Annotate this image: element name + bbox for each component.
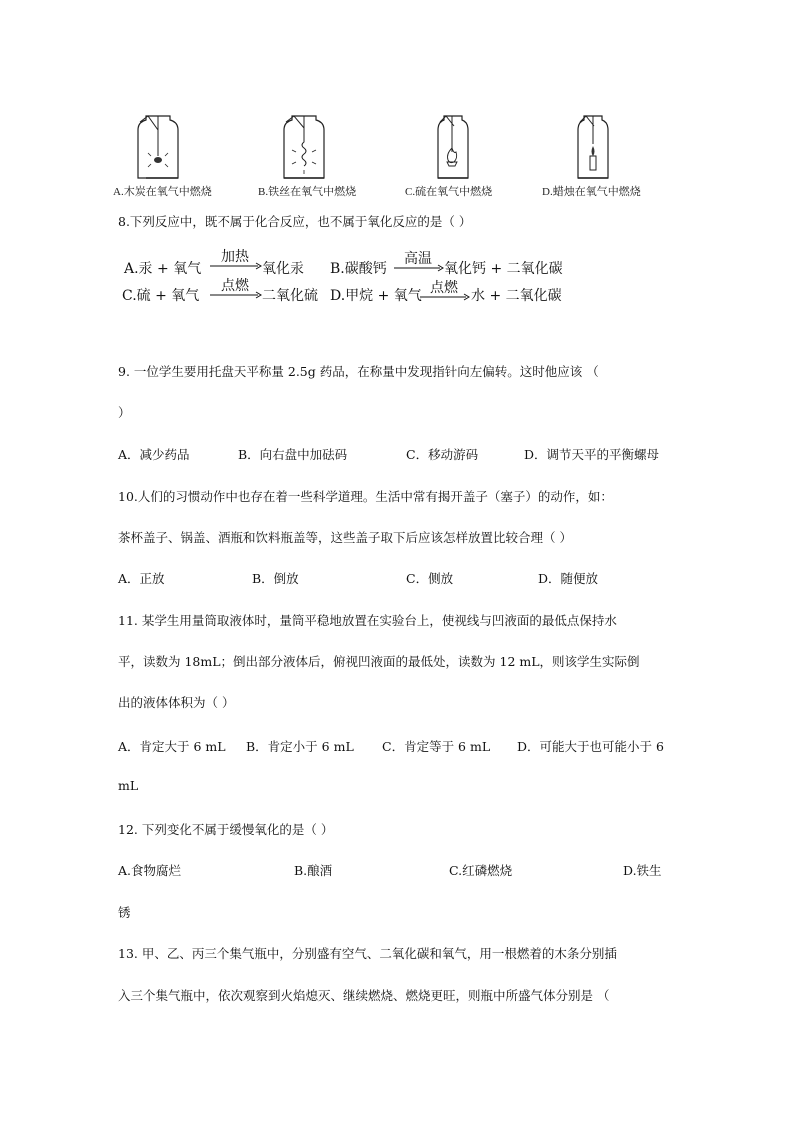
q13-line2: 入三个集气瓶中，依次观察到火焰熄灭、继续燃烧、燃烧更旺，则瓶中所盛气体分别是 （ — [118, 988, 610, 1003]
reaction-arrow-icon — [420, 293, 470, 301]
q11-option-c: C．肯定等于 6 mL — [382, 739, 491, 754]
figure-c — [412, 112, 522, 188]
q8-option-a-right: 氧化汞 — [262, 261, 304, 277]
q12-option-d-wrap: 锈 — [118, 905, 131, 920]
q11-line3: 出的液体体积为（ ） — [118, 695, 235, 710]
figure-a — [118, 112, 228, 188]
q12-option-b: B.酿酒 — [294, 863, 333, 878]
q9-option-c: C．移动游码 — [406, 447, 479, 462]
q8-option-b-condition: 高温 — [404, 251, 432, 267]
reaction-arrow-icon — [394, 264, 444, 272]
q10-option-c: C．侧放 — [406, 571, 454, 586]
q9-option-a: A．减少药品 — [118, 447, 190, 462]
q8-option-d-condition: 点燃 — [430, 280, 458, 296]
figure-d — [552, 112, 662, 188]
figure-b — [262, 112, 372, 188]
q11-line1: 11. 某学生用量筒取液体时，量筒平稳地放置在实验台上，使视线与凹液面的最低点保持水 — [118, 613, 617, 628]
q8-stem: 8.下列反应中，既不属于化合反应，也不属于氧化反应的是（ ） — [118, 214, 472, 229]
q8-option-a-left: A.汞 + 氧气 — [124, 261, 202, 277]
q11-option-a: A．肯定大于 6 mL — [118, 739, 226, 754]
q11-line2: 平，读数为 18mL；倒出部分液体后，俯视凹液面的最低处，读数为 12 mL，则该学生实际倒 — [118, 654, 640, 669]
q12-option-d: D.铁生 — [623, 863, 662, 878]
q9-option-d: D．调节天平的平衡螺母 — [524, 447, 660, 462]
iron-wire-burning-jar-icon — [262, 112, 372, 184]
q10-option-a: A．正放 — [118, 571, 165, 586]
q8-option-a-condition: 加热 — [221, 249, 249, 265]
figure-b-caption: B.铁丝在氧气中燃烧 — [258, 186, 357, 198]
q8-option-c-right: 二氧化硫 — [262, 288, 318, 304]
q9-stem-line1: 9. 一位学生要用托盘天平称量 2.5g 药品，在称量中发现指针向左偏转。这时他应该 （ — [118, 364, 599, 379]
q8-option-b-left: B.碳酸钙 — [330, 261, 387, 277]
q9-stem-line2: ） — [118, 405, 131, 420]
q12-option-a: A.食物腐烂 — [118, 863, 182, 878]
q8-option-c-condition: 点燃 — [221, 278, 249, 294]
q13-line1: 13. 甲、乙、丙三个集气瓶中，分别盛有空气、二氧化碳和氧气，用一根燃着的木条分别插 — [118, 946, 617, 961]
candle-burning-jar-icon — [552, 112, 662, 184]
figure-a-caption: A.木炭在氧气中燃烧 — [113, 186, 212, 198]
sulfur-burning-jar-icon — [412, 112, 522, 184]
q10-option-d: D．随便放 — [538, 571, 599, 586]
q10-line1: 10.人们的习惯动作中也存在着一些科学道理。生活中常有揭开盖子（塞子）的动作，如： — [118, 489, 613, 504]
q8-option-c-left: C.硫 + 氧气 — [122, 288, 200, 304]
q8-option-b-right: 氧化钙 + 二氧化碳 — [444, 261, 563, 277]
q11-option-d: D．可能大于也可能小于 6 — [517, 739, 664, 754]
q10-line2: 茶杯盖子、锅盖、酒瓶和饮料瓶盖等，这些盖子取下后应该怎样放置比较合理（ ） — [118, 530, 572, 545]
q12-stem: 12. 下列变化不属于缓慢氧化的是（ ） — [118, 822, 334, 837]
q8-option-d-right: 水 + 二氧化碳 — [471, 288, 562, 304]
q10-option-b: B．倒放 — [252, 571, 299, 586]
q9-option-b: B．向右盘中加砝码 — [238, 447, 348, 462]
reaction-arrow-icon — [210, 262, 262, 270]
figure-d-caption: D.蜡烛在氧气中燃烧 — [542, 186, 641, 198]
q11-option-d-wrap: mL — [118, 778, 139, 793]
q12-option-c: C.红磷燃烧 — [449, 863, 513, 878]
charcoal-burning-jar-icon — [118, 112, 228, 184]
figure-c-caption: C.硫在氧气中燃烧 — [405, 186, 493, 198]
q8-option-d-left: D.甲烷 + 氧气 — [330, 288, 422, 304]
q11-option-b: B．肯定小于 6 mL — [246, 739, 354, 754]
reaction-arrow-icon — [210, 291, 262, 299]
